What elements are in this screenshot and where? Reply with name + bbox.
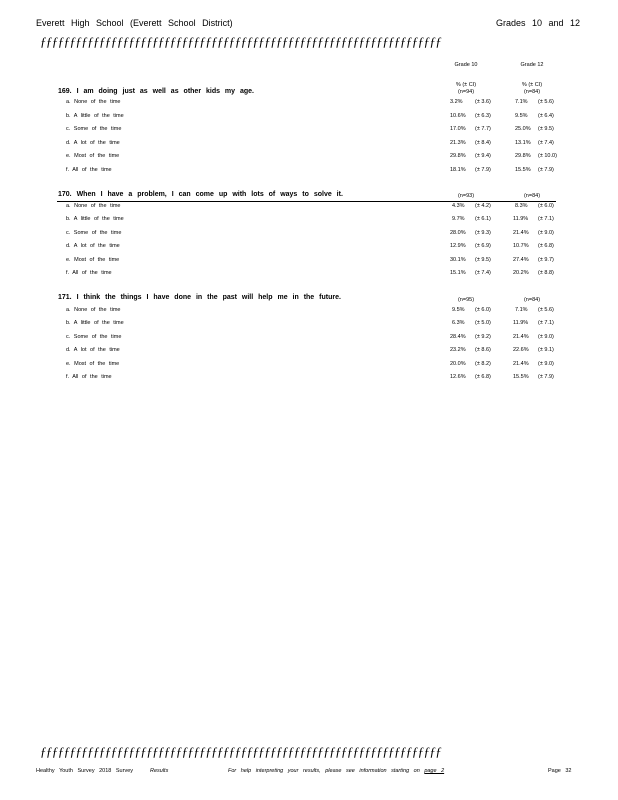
grade12-ci: (± 7.4) (538, 140, 554, 146)
grade12-percent: 25.0% (515, 126, 531, 132)
grade10-stat-label: % (± CI) (455, 82, 477, 88)
footer-help-prefix: For help interpreting your results, please see information starting on (228, 768, 420, 774)
grade12-ci: (± 9.0) (538, 230, 554, 236)
grade12-ci: (± 6.0) (538, 203, 554, 209)
grade12-percent: 20.2% (513, 270, 529, 276)
grade12-ci: (± 7.1) (538, 216, 554, 222)
grade12-ci: (± 5.6) (538, 307, 554, 313)
grade10-ci: (± 3.6) (475, 99, 491, 105)
grade10-ci: (± 7.4) (475, 270, 491, 276)
grade10-percent: 10.6% (450, 113, 466, 119)
option-label: e. Most of the time (66, 361, 120, 367)
footer-page-number: Page 32 (548, 768, 572, 774)
option-label: d. A lot of the time (66, 243, 120, 249)
grade10-ci: (± 9.4) (475, 153, 491, 159)
grade12-heading: Grade 12 (520, 62, 544, 68)
grade12-ci: (± 10.0) (538, 153, 557, 159)
grade12-ci: (± 9.0) (538, 334, 554, 340)
grade10-percent: 28.4% (450, 334, 466, 340)
grade10-ci: (± 8.6) (475, 347, 491, 353)
grade10-ci: (± 6.3) (475, 113, 491, 119)
footer-survey-name: Healthy Youth Survey 2018 Survey (36, 768, 134, 774)
grade10-percent: 29.8% (450, 153, 466, 159)
grade10-percent: 30.1% (450, 257, 466, 263)
school-title: Everett High School (Everett School District) (36, 18, 233, 28)
question-169-title: 169. I am doing just as well as other kids my age. (58, 88, 255, 95)
grade12-percent: 13.1% (515, 140, 531, 146)
grade12-percent: 22.6% (513, 347, 529, 353)
grade12-ci: (± 7.9) (538, 167, 554, 173)
grade10-percent: 17.0% (450, 126, 466, 132)
grade12-ci: (± 5.6) (538, 99, 554, 105)
grade10-ci: (± 6.1) (475, 216, 491, 222)
grade10-percent: 12.6% (450, 374, 466, 380)
option-label: a. None of the time (66, 99, 121, 105)
q170-grade10-n: (n=93) (457, 193, 475, 199)
grade12-ci: (± 7.9) (538, 374, 554, 380)
option-label: b. A little of the time (66, 320, 124, 326)
q171-grade12-n: (n=84) (523, 297, 541, 303)
grade12-percent: 7.1% (515, 307, 528, 313)
option-label: f. All of the time (66, 270, 112, 276)
footer-results-label: Results (150, 768, 169, 774)
grade12-stat-label: % (± CI) (521, 82, 543, 88)
grade10-ci: (± 8.4) (475, 140, 491, 146)
grade12-percent: 11.9% (513, 216, 529, 222)
grade12-percent: 29.8% (515, 153, 531, 159)
option-label: a. None of the time (66, 203, 121, 209)
grade12-ci: (± 9.1) (538, 347, 554, 353)
grade12-ci: (± 9.7) (538, 257, 554, 263)
q170-grade12-n: (n=84) (523, 193, 541, 199)
grade12-percent: 21.4% (513, 361, 529, 367)
grade12-percent: 15.5% (513, 374, 529, 380)
grade12-ci: (± 6.8) (538, 243, 554, 249)
grade12-percent: 7.1% (515, 99, 528, 105)
grade10-ci: (± 6.8) (475, 374, 491, 380)
option-label: b. A little of the time (66, 216, 124, 222)
grade10-ci: (± 6.9) (475, 243, 491, 249)
question-171-title: 171. I think the things I have done in the past will help me in the future. (58, 294, 341, 301)
option-label: c. Some of the time (66, 126, 122, 132)
grade10-percent: 3.2% (450, 99, 463, 105)
grade10-percent: 6.3% (452, 320, 465, 326)
grade10-ci: (± 6.0) (475, 307, 491, 313)
q171-grade10-n: (n=95) (457, 297, 475, 303)
grade12-percent: 27.4% (513, 257, 529, 263)
grade10-percent: 9.7% (452, 216, 465, 222)
option-label: b. A little of the time (66, 113, 124, 119)
option-label: f. All of the time (66, 374, 112, 380)
grade12-percent: 15.5% (515, 167, 531, 173)
grade10-percent: 23.2% (450, 347, 466, 353)
option-label: d. A lot of the time (66, 140, 120, 146)
grade12-percent: 10.7% (513, 243, 529, 249)
grade10-percent: 28.0% (450, 230, 466, 236)
grade10-percent: 21.3% (450, 140, 466, 146)
grade12-ci: (± 9.5) (538, 126, 554, 132)
grade10-percent: 15.1% (450, 270, 466, 276)
grade12-ci: (± 6.4) (538, 113, 554, 119)
option-label: f. All of the time (66, 167, 112, 173)
grade10-ci: (± 9.3) (475, 230, 491, 236)
question-170-title: 170. When I have a problem, I can come up with lots of ways to solve it. (58, 191, 343, 198)
option-label: e. Most of the time (66, 153, 120, 159)
option-label: c. Some of the time (66, 334, 122, 340)
grade12-n: (n=84) (523, 89, 541, 95)
footer-help-link[interactable]: page 2 (424, 768, 445, 774)
grade10-ci: (± 5.0) (475, 320, 491, 326)
grade12-percent: 21.4% (513, 334, 529, 340)
grade10-percent: 12.9% (450, 243, 466, 249)
footer-help-text (228, 768, 444, 774)
option-label: a. None of the time (66, 307, 121, 313)
question-170-underline (57, 201, 556, 202)
grade10-ci: (± 9.2) (475, 334, 491, 340)
grade10-percent: 4.3% (452, 203, 465, 209)
grade12-ci: (± 7.1) (538, 320, 554, 326)
grade10-ci: (± 7.7) (475, 126, 491, 132)
header-rule: ƒƒƒƒƒƒƒƒƒƒƒƒƒƒƒƒƒƒƒƒƒƒƒƒƒƒƒƒƒƒƒƒƒƒƒƒƒƒƒƒƒƒƒƒƒƒƒƒƒƒƒƒƒƒƒƒƒƒƒƒƒƒƒƒƒƒƒƒ (40, 34, 442, 49)
option-label: d. A lot of the time (66, 347, 120, 353)
grade10-ci: (± 7.9) (475, 167, 491, 173)
footer-rule: ƒƒƒƒƒƒƒƒƒƒƒƒƒƒƒƒƒƒƒƒƒƒƒƒƒƒƒƒƒƒƒƒƒƒƒƒƒƒƒƒƒƒƒƒƒƒƒƒƒƒƒƒƒƒƒƒƒƒƒƒƒƒƒƒƒƒƒƒ (40, 744, 442, 759)
grade10-ci: (± 8.2) (475, 361, 491, 367)
grade12-ci: (± 8.8) (538, 270, 554, 276)
grade10-percent: 20.0% (450, 361, 466, 367)
grades-title: Grades 10 and 12 (496, 18, 581, 28)
grade12-percent: 21.4% (513, 230, 529, 236)
option-label: c. Some of the time (66, 230, 122, 236)
grade10-percent: 18.1% (450, 167, 466, 173)
option-label: e. Most of the time (66, 257, 120, 263)
grade12-percent: 9.5% (515, 113, 528, 119)
grade12-percent: 11.9% (513, 320, 529, 326)
grade10-ci: (± 4.2) (475, 203, 491, 209)
grade12-ci: (± 9.0) (538, 361, 554, 367)
grade10-percent: 9.5% (452, 307, 465, 313)
grade10-n: (n=94) (457, 89, 475, 95)
grade10-ci: (± 9.5) (475, 257, 491, 263)
grade10-heading: Grade 10 (454, 62, 478, 68)
grade12-percent: 8.3% (515, 203, 528, 209)
